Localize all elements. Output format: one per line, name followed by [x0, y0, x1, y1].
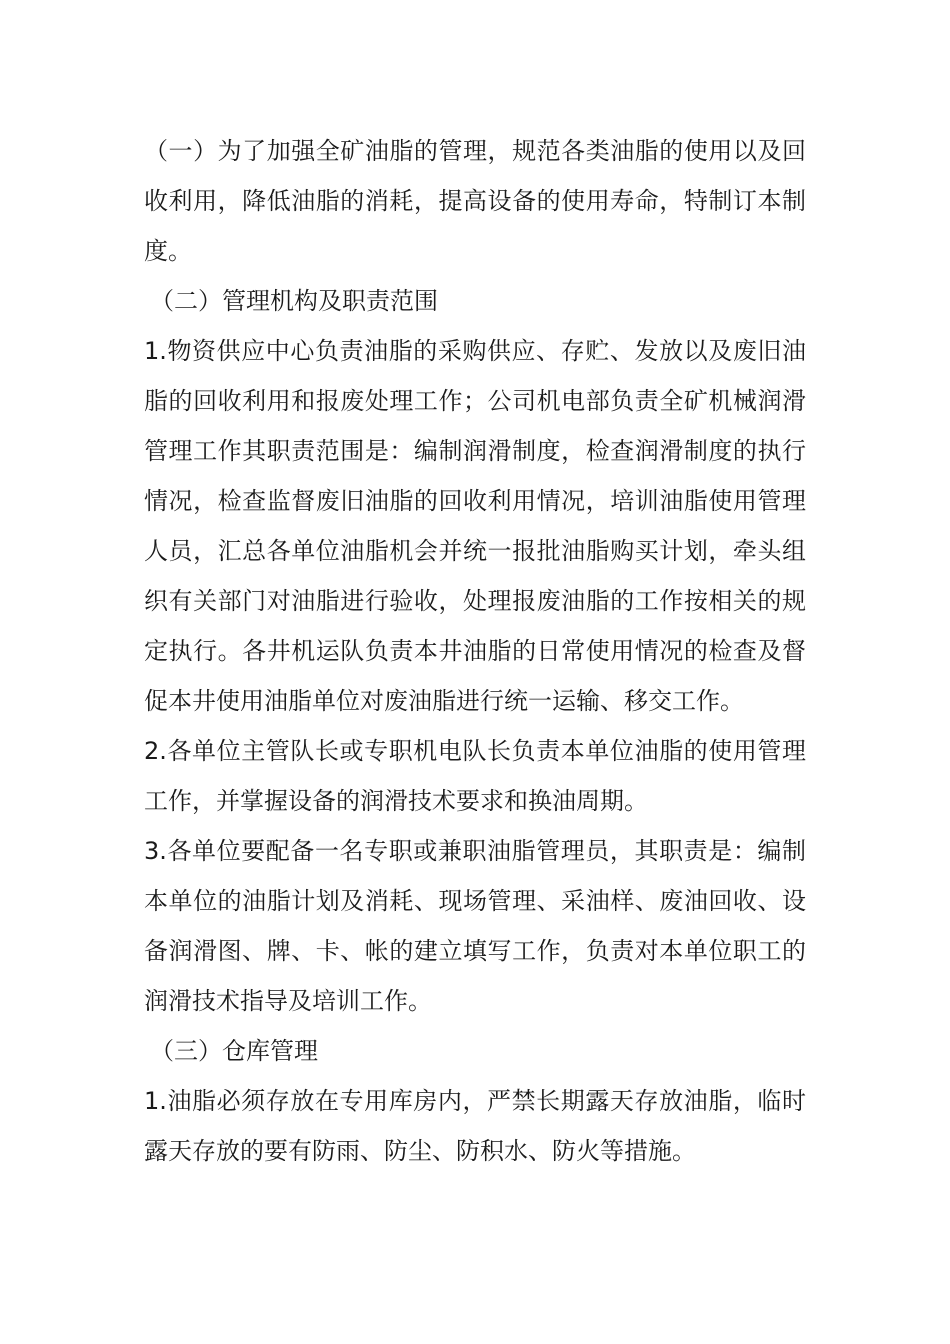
paragraph-purpose: （一）为了加强全矿油脂的管理，规范各类油脂的使用以及回收利用，降低油脂的消耗，提高设备的使用寿命，特制订本制度。 — [144, 137, 806, 265]
section-heading-organization: （二）管理机构及职责范围 — [150, 287, 438, 315]
paragraph-responsibility-3: 3.各单位要配备一名专职或兼职油脂管理员，其职责是：编制本单位的油脂计划及消耗、现场管理、采油样、废油回收、设备润滑图、牌、卡、帐的建立填写工作，负责对本单位职工的润滑技术指导及培训工作。 — [144, 837, 806, 1015]
paragraph-responsibility-1: 1.物资供应中心负责油脂的采购供应、存贮、发放以及废旧油脂的回收利用和报废处理工作；公司机电部负责全矿机械润滑管理工作其职责范围是：编制润滑制度，检查润滑制度的执行情况，检查监督废旧油脂的回收利用情况，培训油脂使用管理人员，汇总各单位油脂机会并统一报批油脂购买计划，牵头组织有关部门对油脂进行验收，处理报废油脂的工作按相关的规定执行。各井机运队负责本井油脂的日常使用情况的检查及督促本井使用油脂单位对废油脂进行统一运输、移交工作。 — [144, 337, 806, 715]
paragraph-responsibility-2: 2.各单位主管队长或专职机电队长负责本单位油脂的使用管理工作，并掌握设备的润滑技术要求和换油周期。 — [144, 737, 806, 815]
section-heading-warehouse: （三）仓库管理 — [150, 1037, 318, 1065]
paragraph-warehouse-1: 1.油脂必须存放在专用库房内，严禁长期露天存放油脂，临时露天存放的要有防雨、防尘、防积水、防火等措施。 — [144, 1087, 806, 1165]
document-body — [144, 126, 806, 1176]
